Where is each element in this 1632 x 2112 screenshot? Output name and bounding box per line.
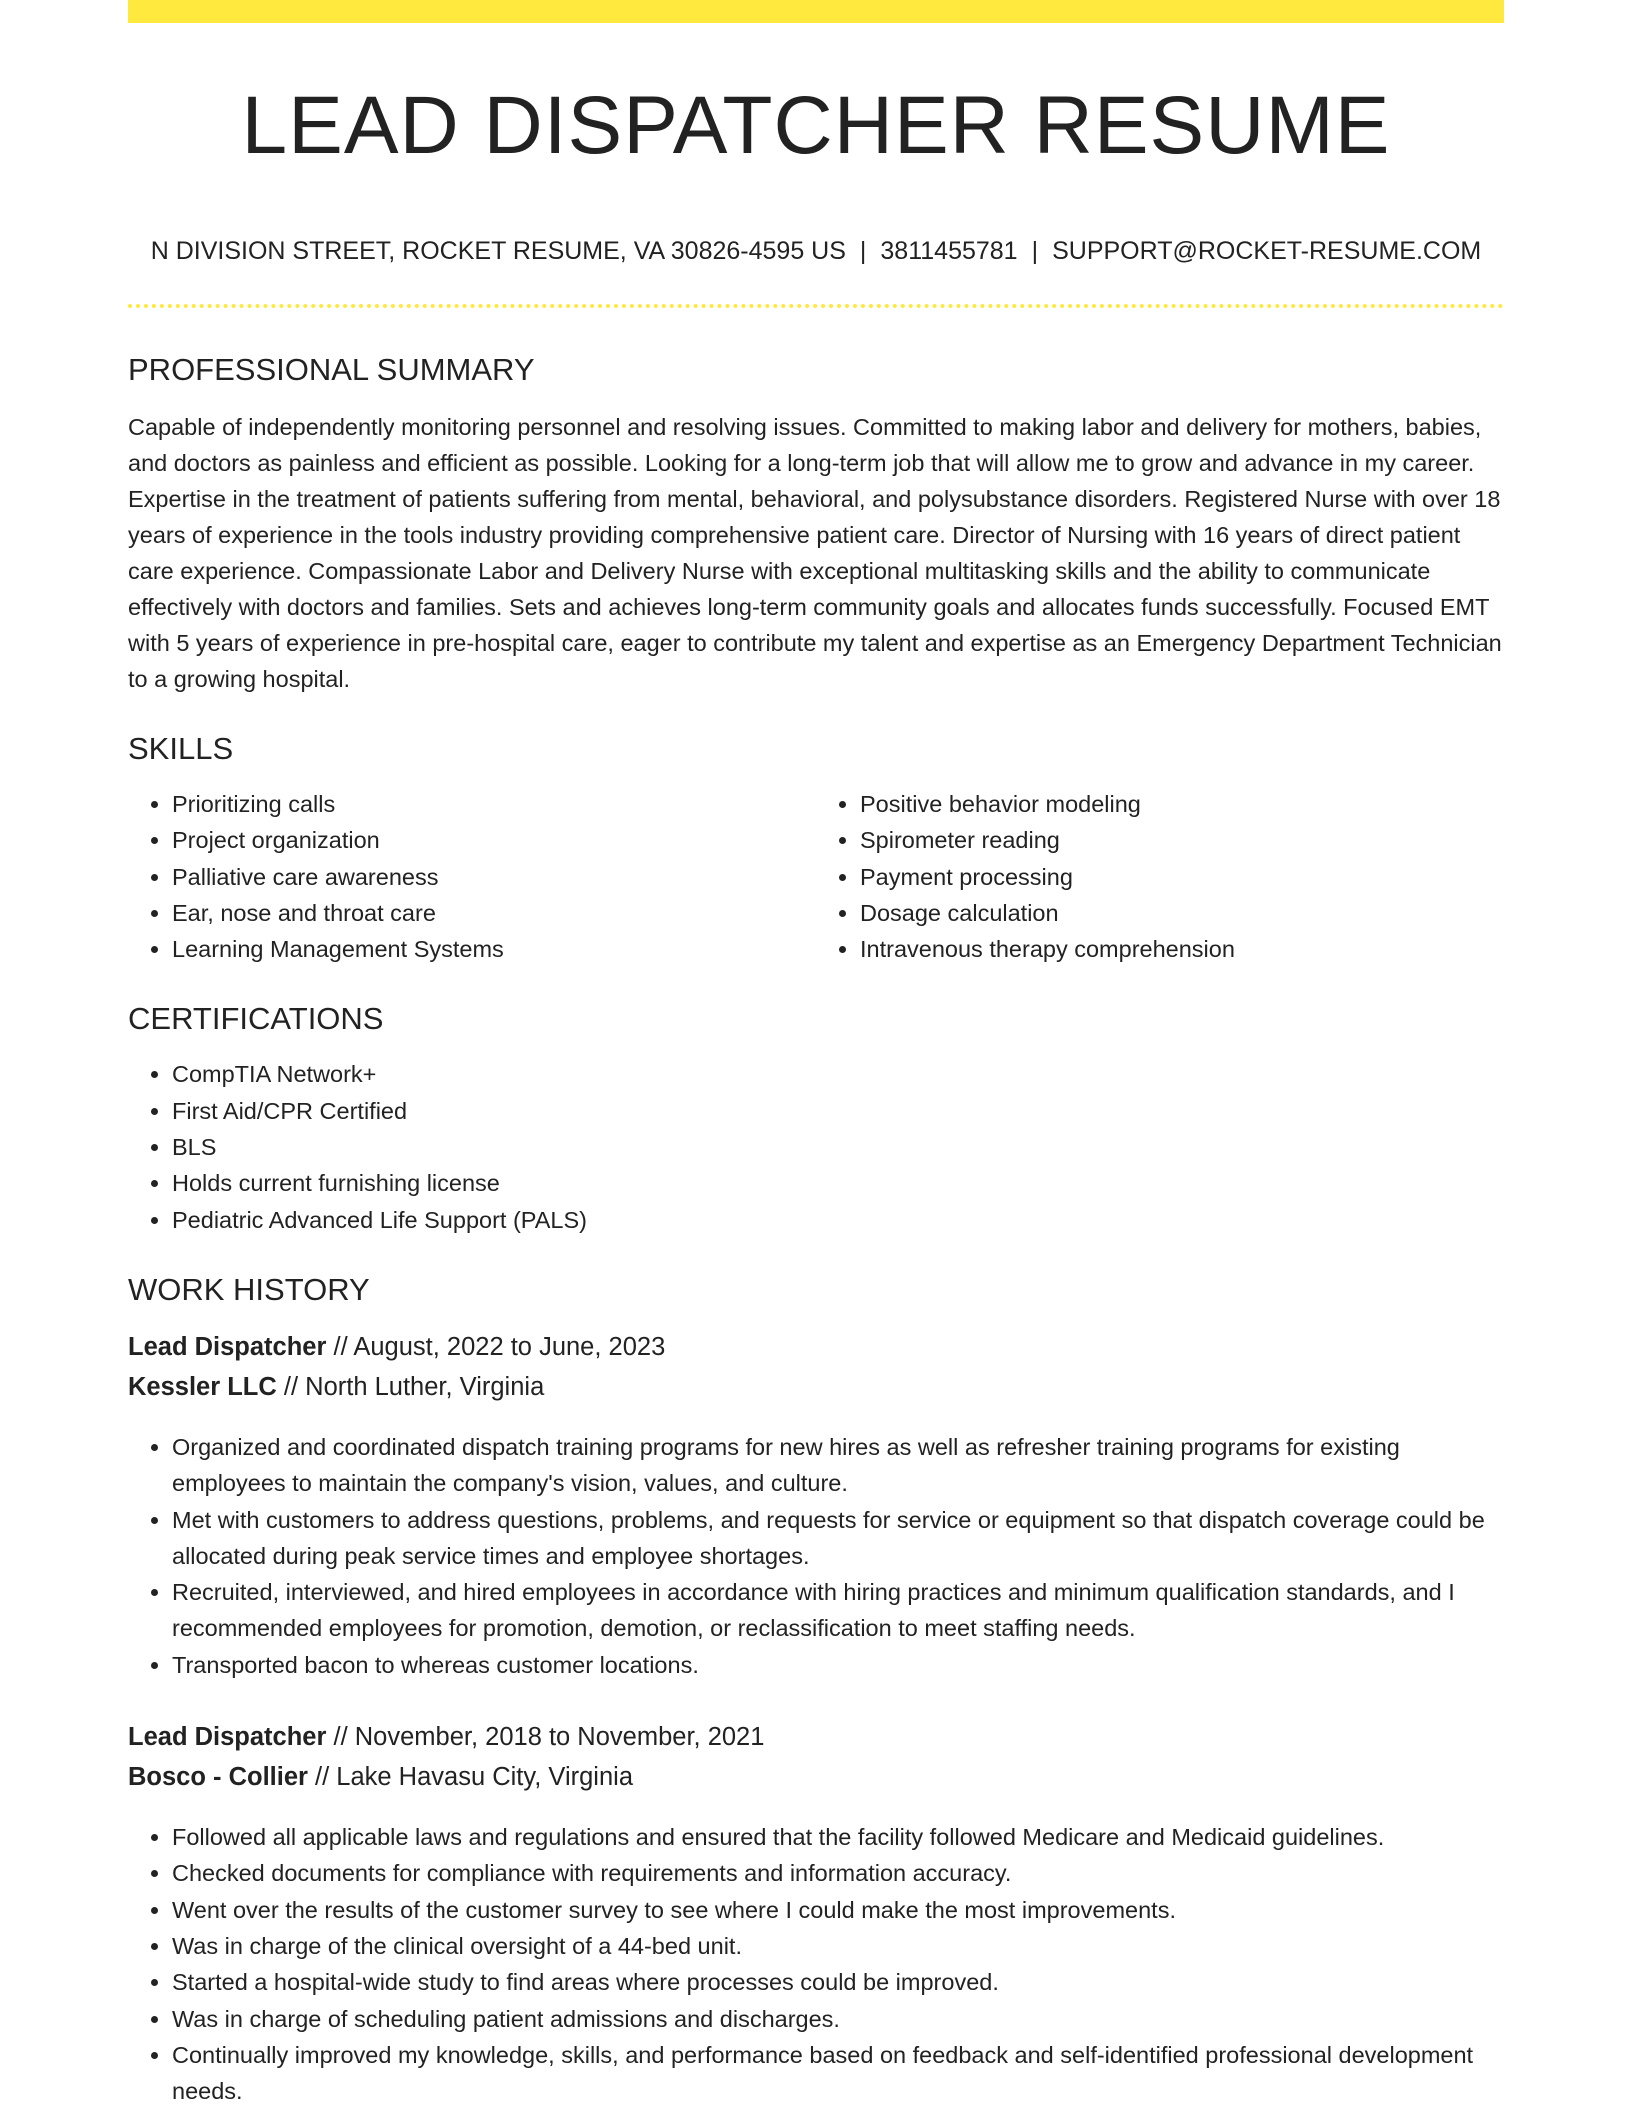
dotted-divider <box>128 304 1504 308</box>
job-header <box>128 1717 1504 1797</box>
summary-heading: PROFESSIONAL SUMMARY <box>128 352 535 387</box>
job-location: // North Luther, Virginia <box>283 1372 545 1401</box>
summary-text: Capable of independently monitoring personnel and resolving issues. Committed to making labor and delivery for mothers, babies, and doctors as painless and efficient as possible. Looking for a long-term job that will allow me to grow and advance in my career. Expertise in the treatment of patients suffering from mental, behavioral, and polysubstance disorders. Registered Nurse with over 18 years of experience in the tools industry providing comprehensive patient care. Director of Nursing with 16 years of direct patient care experience. Compassionate Labor and Delivery Nurse with exceptional multitasking skills and the ability to communicate effectively with doctors and families. Sets and achieves long-term community goals and allocates funds successfully. Focused EMT with 5 years of experience in pre-hospital care, eager to contribute my talent and expertise as an Emergency Department Technician to a growing hospital. <box>128 414 1502 692</box>
certification-item: • BLS <box>172 1129 1504 1165</box>
job-dates: // November, 2018 to November, 2021 <box>333 1723 765 1752</box>
skill-item: • Positive behavior modeling <box>860 786 1504 822</box>
contact-phone: 3811455781 <box>880 237 1018 265</box>
skills-list-right <box>816 786 1504 967</box>
certification-item: • CompTIA Network+ <box>172 1056 1504 1092</box>
job-role: Lead Dispatcher <box>128 1332 327 1361</box>
contact-separator: | <box>1031 237 1039 265</box>
resume-page <box>128 0 1504 2109</box>
skill-item: • Dosage calculation <box>860 895 1504 931</box>
job-bullet: • Recruited, interviewed, and hired employees in accordance with hiring practices and minimum qualification standards, and I recommended employees for promotion, demotion, or reclassification to meet staffing needs. <box>172 1574 1504 1647</box>
job-bullet: • Was in charge of scheduling patient admissions and discharges. <box>172 2001 1504 2037</box>
certifications-list <box>128 1056 1504 1237</box>
skill-item: • Payment processing <box>860 859 1504 895</box>
skills-heading: SKILLS <box>128 731 234 766</box>
job-bullets <box>128 1819 1504 2109</box>
contact-address: N DIVISION STREET, ROCKET RESUME, VA 30826-4595 US <box>150 237 846 265</box>
skill-item: • Ear, nose and throat care <box>172 895 816 931</box>
skill-item: • Prioritizing calls <box>172 786 816 822</box>
job-bullet: • Went over the results of the customer survey to see where I could make the most improvements. <box>172 1892 1504 1928</box>
job-company: Bosco - Collier <box>128 1763 308 1792</box>
resume-title: LEAD DISPATCHER RESUME <box>241 80 1391 171</box>
job-bullet: • Organized and coordinated dispatch training programs for new hires as well as refresher training programs for existing employees to maintain the company's vision, values, and culture. <box>172 1429 1504 1502</box>
job-header <box>128 1327 1504 1407</box>
job-title-line <box>128 1327 1504 1367</box>
job-bullet: • Transported bacon to whereas customer locations. <box>172 1647 1504 1683</box>
skill-item: • Project organization <box>172 822 816 858</box>
skill-item: • Spirometer reading <box>860 822 1504 858</box>
job-bullet: • Checked documents for compliance with requirements and information accuracy. <box>172 1855 1504 1891</box>
skill-item: • Palliative care awareness <box>172 859 816 895</box>
job-role: Lead Dispatcher <box>128 1723 327 1752</box>
job-company: Kessler LLC <box>128 1372 277 1401</box>
certification-item: • Pediatric Advanced Life Support (PALS) <box>172 1202 1504 1238</box>
certification-item: • Holds current furnishing license <box>172 1165 1504 1201</box>
job-bullet: • Started a hospital-wide study to find areas where processes could be improved. <box>172 1964 1504 2000</box>
job-bullet: • Continually improved my knowledge, skills, and performance based on feedback and self-identified professional development needs. <box>172 2037 1504 2110</box>
top-accent-bar <box>128 0 1504 23</box>
job-bullet: • Followed all applicable laws and regulations and ensured that the facility followed Medicare and Medicaid guidelines. <box>172 1819 1504 1855</box>
contact-separator: | <box>859 237 867 265</box>
work-history-heading: WORK HISTORY <box>128 1271 370 1307</box>
job-entry-2 <box>128 1717 1504 2109</box>
skill-item: • Learning Management Systems <box>172 931 816 967</box>
skills-columns <box>128 786 1504 967</box>
job-title-line <box>128 1717 1504 1757</box>
job-entry-1 <box>128 1327 1504 1683</box>
job-company-line <box>128 1367 1504 1407</box>
contact-line <box>128 239 1504 264</box>
job-bullet: • Met with customers to address questions, problems, and requests for service or equipment so that dispatch coverage could be allocated during peak service times and employee shortages. <box>172 1502 1504 1575</box>
job-location: // Lake Havasu City, Virginia <box>315 1763 633 1792</box>
skill-item: • Intravenous therapy comprehension <box>860 931 1504 967</box>
certifications-heading: CERTIFICATIONS <box>128 1001 384 1037</box>
skills-list-left <box>128 786 816 967</box>
job-company-line <box>128 1757 1504 1797</box>
job-bullets <box>128 1429 1504 1683</box>
job-dates: // August, 2022 to June, 2023 <box>333 1332 666 1361</box>
certification-item: • First Aid/CPR Certified <box>172 1093 1504 1129</box>
job-bullet: • Was in charge of the clinical oversight of a 44-bed unit. <box>172 1928 1504 1964</box>
contact-email: SUPPORT@ROCKET-RESUME.COM <box>1052 237 1482 265</box>
